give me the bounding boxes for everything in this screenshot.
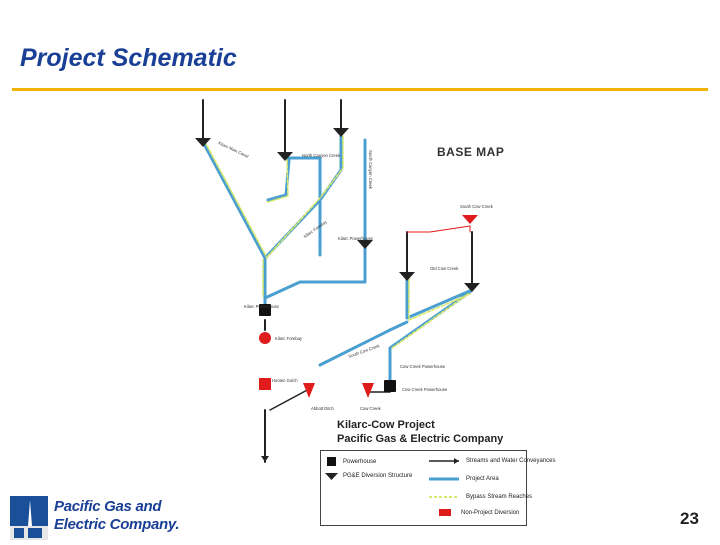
diversion-structure-icon (464, 283, 480, 292)
map-label: Kilarc Forebay (302, 219, 328, 239)
map-label: Cow Creek (360, 406, 381, 411)
legend-powerhouse-label: Powerhouse (343, 459, 377, 465)
map-label: Kilarc Powerhouse (244, 304, 279, 309)
project-name: Kilarc-Cow Project (337, 419, 435, 431)
flow-arrow-icon (261, 456, 269, 462)
map-label: Hooten Gulch (272, 378, 298, 383)
non-project-diversion-icon (462, 215, 478, 224)
project-area-line (268, 160, 289, 200)
pge-logo-mark-icon (10, 496, 48, 540)
pge-logo-text (54, 498, 179, 534)
diversion-structure-icon (399, 272, 415, 281)
legend-streams-label: Streams and Water Conveyances (466, 458, 556, 464)
map-label: South Cow Creek (347, 343, 381, 359)
legend-project-area-label: Project Area (466, 476, 499, 482)
map-label: North Canyon Creek (302, 153, 341, 158)
map-label: Kilarc Main Canal (217, 140, 250, 159)
logo-line-2: Electric Company. (54, 516, 180, 533)
pge-logo (10, 496, 180, 540)
diversion-structure-icon (195, 138, 211, 147)
legend-powerhouse-icon (327, 457, 336, 466)
project-area-line (203, 142, 265, 258)
legend-non-project-icon (439, 509, 451, 516)
map-label: Kilarc Forebay (275, 336, 302, 341)
project-title (337, 418, 503, 446)
project-area-line (265, 240, 365, 298)
map-label: South Cow Creek (460, 204, 493, 209)
map-label: Abbott Ditch (311, 406, 334, 411)
diversion-structure-icon (357, 240, 373, 249)
legend-diversion-label: PG&E Diversion Structure (343, 473, 413, 479)
non-project-diversion-icon (362, 383, 374, 398)
non-project-line (407, 226, 470, 232)
powerhouse-icon (384, 380, 396, 392)
map-label: South Canyon Creek (368, 150, 373, 189)
page-number: 23 (680, 509, 699, 528)
bypass-reach (205, 142, 267, 258)
legend-diversion-icon (325, 473, 338, 480)
map-label: Old Cow Creek (430, 266, 459, 271)
diversion-structure-icon (333, 128, 349, 137)
map-label: Kilarc Powerhouse (338, 236, 373, 241)
legend-bypass-label: Bypass Stream Reaches (466, 494, 533, 500)
map-label: Cow Creek Powerhouse (400, 364, 446, 369)
non-project-node-icon (259, 378, 271, 390)
base-map-label: BASE MAP (437, 145, 505, 159)
company-name: Pacific Gas & Electric Company (337, 433, 504, 445)
map-label: Cow Creek Powerhouse (402, 387, 448, 392)
title-divider (12, 88, 708, 91)
map-legend (320, 450, 556, 526)
stream-line (270, 388, 311, 410)
legend-non-project-label: Non-Project Diversion (461, 510, 520, 516)
slide-title: Project Schematic (20, 44, 237, 72)
reservoir-node-icon (259, 332, 271, 344)
logo-line-1: Pacific Gas and (54, 498, 162, 515)
